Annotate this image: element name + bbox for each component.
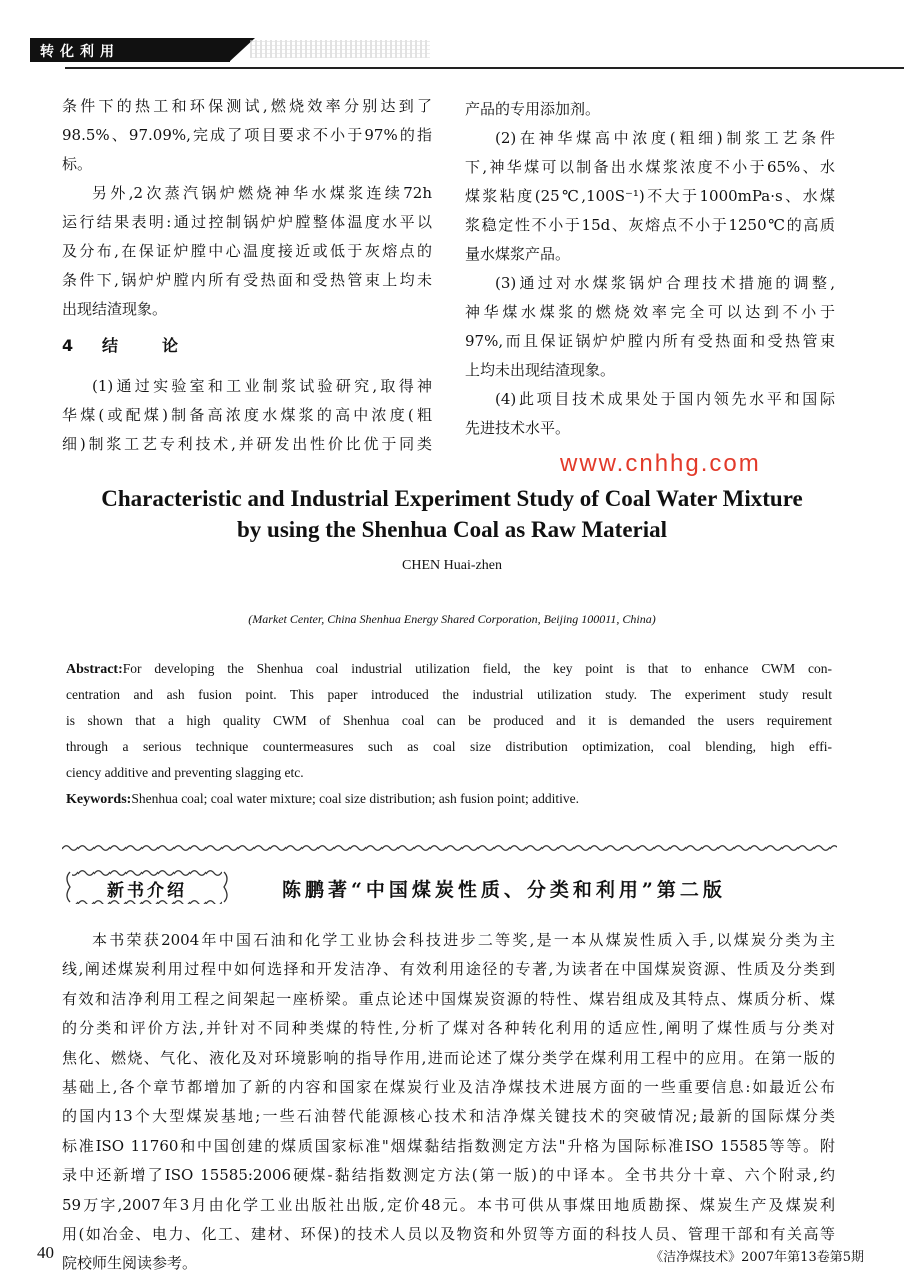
new-book-badge	[62, 868, 232, 906]
text-line: 用(如冶金、电力、化工、建材、环保)的技术人员以及物资和外贸等方面的科技人员、管理干部和有关高等	[62, 1224, 835, 1243]
text-line: is shown that a high quality CWM of Shenhua coal can be produced and it is demanded the users requirement	[66, 713, 832, 728]
paragraph	[62, 179, 432, 324]
text-line: (4)此项目技术成果处于国内领先水平和国际	[495, 390, 835, 408]
paragraph	[62, 92, 432, 179]
text-line: 本书荣获2004年中国石油和化学工业协会科技进步二等奖,是一本从煤炭性质入手,以煤炭分类为主	[92, 931, 835, 949]
section-header-texture	[250, 40, 430, 58]
text-line: ciency additive and preventing slagging etc.	[66, 765, 304, 780]
text-line	[66, 656, 832, 682]
text-line: 下,神华煤可以制备出水煤浆浓度不小于65%、水	[465, 158, 835, 176]
paragraph	[465, 95, 835, 124]
text-line: 另外,2次蒸汽锅炉燃烧神华水煤浆连续72h	[92, 184, 432, 202]
text-line: 浆稳定性不小于15d、灰熔点不小于1250℃的高质	[465, 216, 835, 234]
page-number: 40	[37, 1243, 54, 1262]
text-line: 录中还新增了ISO 15585:2006硬煤-黏结指数测定方法(第一版)的中译本。全书共分十章、六个附录,约	[62, 1166, 835, 1185]
header-rule	[65, 67, 904, 69]
text-line: 标准ISO 11760和中国创建的煤质国家标准"烟煤黏结指数测定方法"升格为国际标准ISO 15585等等。附	[62, 1136, 835, 1155]
english-title-line-2: by using the Shenhua Coal as Raw Material	[236, 517, 668, 542]
text-line: (3)通过对水煤浆锅炉合理技术措施的调整,	[495, 274, 835, 292]
text-line: 的国内13个大型煤炭基地;一些石油替代能源核心技术和洁净煤关键技术的突破情况;最新的国际煤分类	[62, 1107, 835, 1126]
book-description	[62, 926, 835, 1279]
text-line: 标。	[62, 155, 93, 173]
text-line: 产品的专用添加剂。	[465, 100, 601, 118]
keywords	[66, 786, 832, 812]
text-line: (2)在神华煤高中浓度(粗细)制浆工艺条件	[495, 129, 835, 147]
section-label: 转化利用	[40, 44, 120, 60]
text-line: 院校师生阅读参考。	[62, 1254, 198, 1273]
english-title-line-1: Characteristic and Industrial Experiment Study of Coal Water Mixture	[101, 486, 803, 511]
text-line: 焦化、燃烧、气化、液化及对环境影响的指导作用,进而论述了煤分类学在煤利用工程中的应用。在第一版的	[62, 1048, 835, 1067]
journal-citation: 《洁净煤技术》2007年第13卷第5期	[650, 1250, 864, 1265]
watermark: www.cnhhg.com	[560, 450, 761, 477]
text-line: 有效和洁净利用工程之间架起一座桥梁。重点论述中国煤炭资源的特性、煤岩组成及其特点、煤质分析、煤	[62, 989, 835, 1008]
paragraph	[465, 124, 835, 269]
section-title: 结 论	[102, 336, 193, 355]
paragraph	[62, 372, 432, 459]
text-line: 细)制浆工艺专利技术,并研发出性价比优于同类	[62, 435, 432, 453]
text-line: 及分布,在保证炉膛中心温度接近或低于灰熔点的	[62, 242, 432, 260]
book-title: 陈鹏著“中国煤炭性质、分类和利用”第二版	[282, 879, 726, 901]
text-line: 上均未出现结渣现象。	[465, 361, 616, 379]
affiliation: (Market Center, China Shenhua Energy Shared Corporation, Beijing 100011, China)	[248, 612, 656, 626]
section-number: 4	[62, 336, 74, 355]
text-line: 先进技术水平。	[465, 419, 571, 437]
text-line: through a serious technique countermeasures such as coal size distribution optimization, coal blending, high effi-	[66, 739, 832, 754]
right-column	[465, 95, 835, 443]
author: CHEN Huai-zhen	[402, 558, 502, 573]
text-line: centration and ash fusion point. This paper introduced the industrial utilization study. The experiment study result	[66, 687, 832, 702]
text-line: (1)通过实验室和工业制浆试验研究,取得神	[92, 377, 432, 395]
text-line: 的分类和评价方法,并针对不同种类煤的特性,分析了煤对各种转化利用的适应性,阐明了煤性质与分类对	[62, 1019, 835, 1038]
ornamental-divider	[62, 843, 837, 853]
text-line: 97%,而且保证锅炉炉膛内所有受热面和受热管束	[465, 332, 835, 350]
text-line: 条件下的热工和环保测试,燃烧效率分别达到了	[62, 97, 432, 115]
text-line: 59万字,2007年3月由化学工业出版社出版,定价48元。本书可供从事煤田地质勘探、煤炭生产及煤炭利	[62, 1195, 835, 1214]
text-line: 运行结果表明:通过控制锅炉炉膛整体温度水平以	[62, 213, 432, 231]
abstract	[66, 656, 832, 812]
text-line: 神华煤水煤浆的燃烧效率完全可以达到不小于	[465, 303, 835, 321]
text-line: 华煤(或配煤)制备高浓度水煤浆的高中浓度(粗	[62, 406, 432, 424]
paragraph	[465, 385, 835, 443]
keywords-label: Keywords:	[66, 792, 132, 807]
text-line: 出现结渣现象。	[62, 300, 168, 318]
abstract-text: For developing the Shenhua coal industrial utilization field, the key point is that to enhance CWM con-	[122, 661, 832, 676]
text-line: 98.5%、97.09%,完成了项目要求不小于97%的指	[62, 126, 432, 144]
text-line: 线,阐述煤炭利用过程中如何选择和开发洁净、有效利用途径的专著,为读者在中国煤炭资源、性质及分类到	[62, 960, 835, 979]
left-column	[62, 92, 432, 459]
text-line: 煤浆粘度(25℃,100S⁻¹)不大于1000mPa·s、水煤	[465, 187, 835, 205]
abstract-label: Abstract:	[66, 662, 123, 677]
new-book-label: 新书介绍	[107, 881, 187, 901]
text-line: 基础上,各个章节都增加了新的内容和国家在煤炭行业及洁净煤技术进展方面的一些重要信息:如最近公布	[62, 1077, 835, 1096]
paragraph	[465, 269, 835, 385]
text-line: 量水煤浆产品。	[465, 245, 571, 263]
section-heading	[62, 324, 432, 372]
text-line: 条件下,锅炉炉膛内所有受热面和受热管束上均未	[62, 271, 432, 289]
keywords-text: Shenhua coal; coal water mixture; coal size distribution; ash fusion point; additive.	[131, 791, 579, 806]
